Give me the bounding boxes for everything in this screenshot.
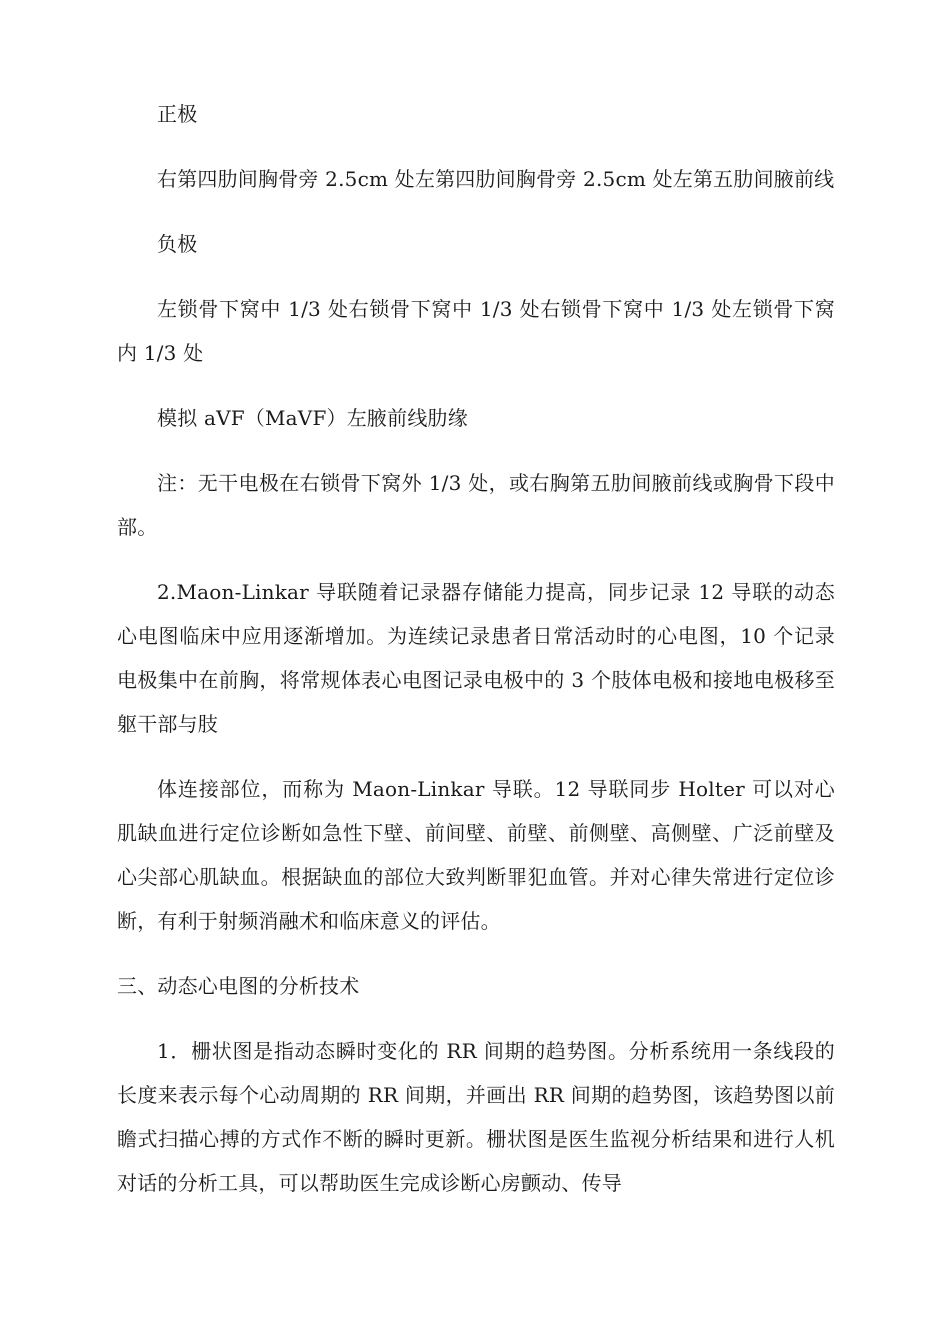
paragraph-negative-pole-locations: 左锁骨下窝中 1/3 处右锁骨下窝中 1/3 处右锁骨下窝中 1/3 处左锁骨下窝内 1/3 处	[117, 297, 835, 365]
paragraph-mavf: 模拟 aVF（MaVF）左腋前线肋缘	[157, 406, 468, 430]
paragraph-negative-pole: 负极	[157, 232, 198, 256]
paragraph-positive-pole: 正极	[157, 102, 198, 126]
document-body	[117, 92, 835, 1226]
paragraph-positive-pole-locations: 右第四肋间胸骨旁 2.5cm 处左第四肋间胸骨旁 2.5cm 处左第五肋间腋前线	[157, 167, 835, 191]
paragraph-note: 注：无干电极在右锁骨下窝外 1/3 处，或右胸第五肋间腋前线或胸骨下段中部。	[117, 471, 835, 539]
paragraph-maon-linkar-holter: 体连接部位，而称为 Maon-Linkar 导联。12 导联同步 Holter 可以对心肌缺血进行定位诊断如急性下壁、前间壁、前壁、前侧壁、高侧壁、广泛前壁及心尖部心肌缺血。根据缺血的部位大致判断罪犯血管。并对心律失常进行定位诊断，有利于射频消融术和临床意义的评估。	[117, 777, 835, 933]
section-heading-analysis: 三、动态心电图的分析技术	[117, 974, 360, 998]
paragraph-maon-linkar-intro: 2.Maon-Linkar 导联随着记录器存储能力提高，同步记录 12 导联的动态心电图临床中应用逐渐增加。为连续记录患者日常活动时的心电图，10 个记录电极集中在前胸，将常规体表心电图记录电极中的 3 个肢体电极和接地电极移至躯干部与肢	[117, 580, 835, 736]
paragraph-grid-chart: 1．栅状图是指动态瞬时变化的 RR 间期的趋势图。分析系统用一条线段的长度来表示每个心动周期的 RR 间期，并画出 RR 间期的趋势图，该趋势图以前瞻式扫描心搏的方式作不断的瞬时更新。栅状图是医生监视分析结果和进行人机对话的分析工具，可以帮助医生完成诊断心房颤动、传导	[117, 1039, 835, 1195]
